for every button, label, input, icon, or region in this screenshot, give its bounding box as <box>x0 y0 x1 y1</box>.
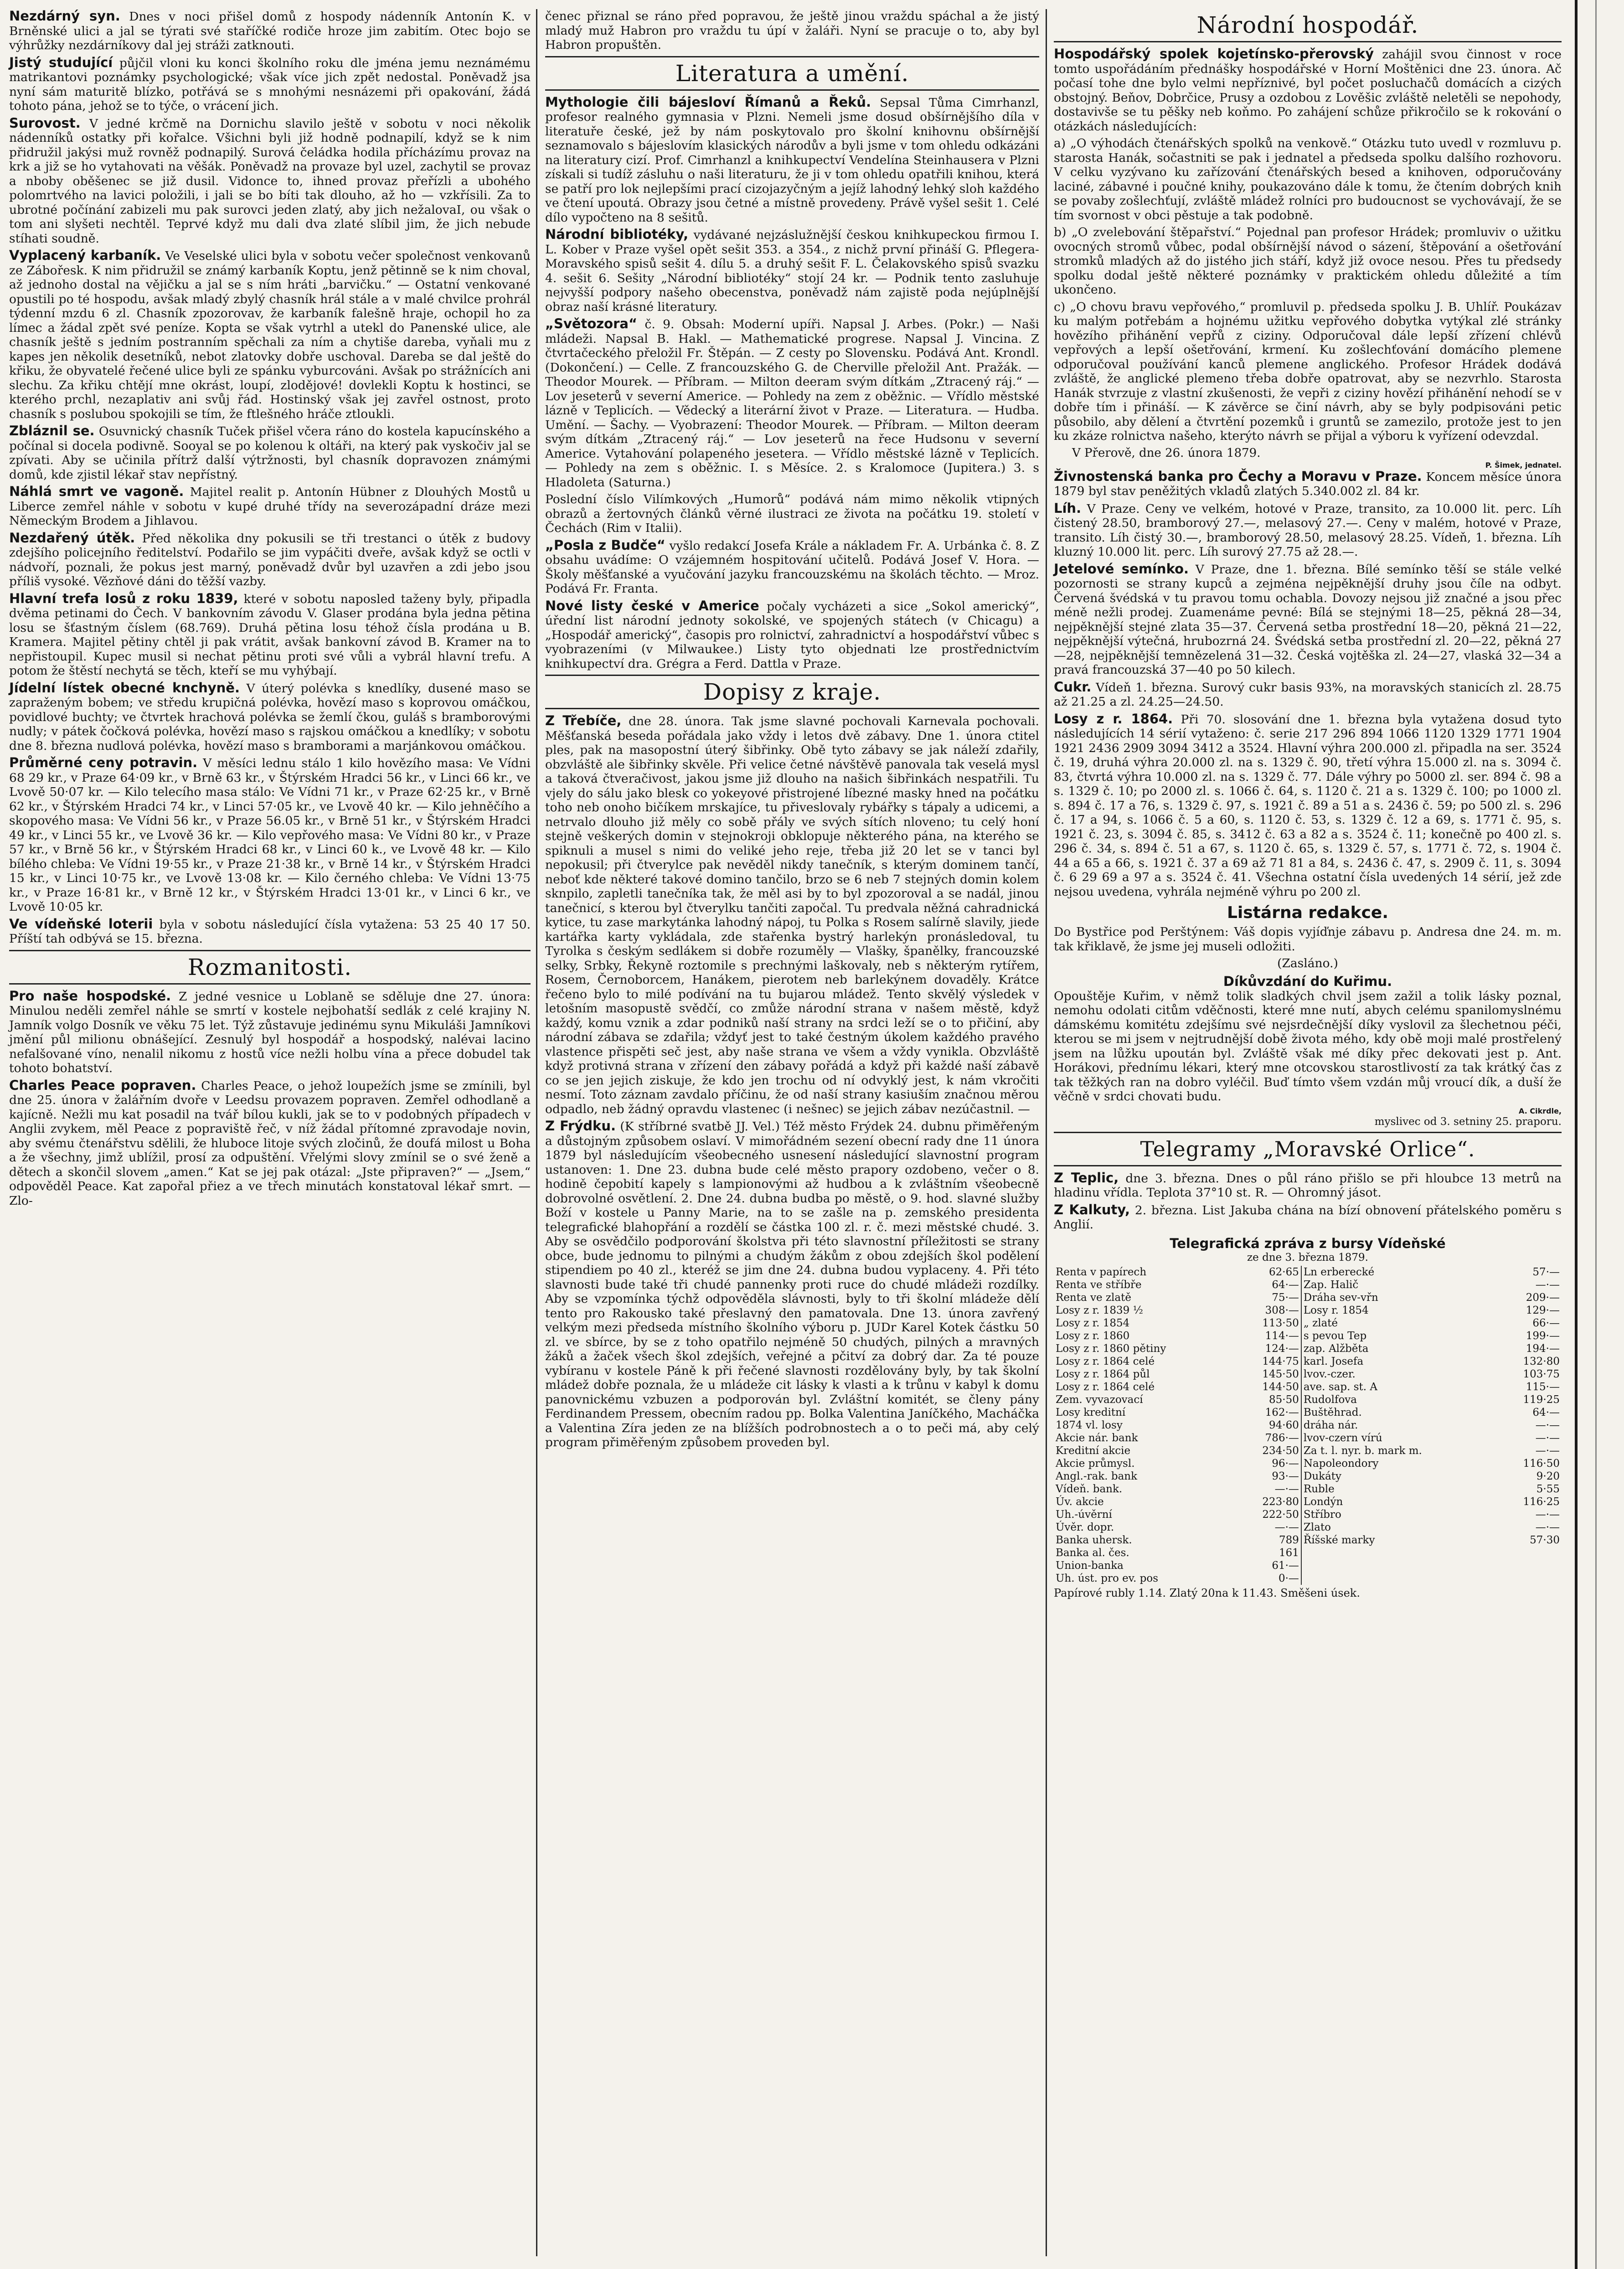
rate-label <box>1301 1572 1497 1585</box>
rate-value: 64·— <box>1532 1406 1560 1418</box>
rate-value: 144·50 <box>1262 1381 1299 1393</box>
article-text: V úterý polévka s knedlíky, dusené maso se zapraženým bobem; ve středu krupičná polévka, hovězí maso s koprovou omáčkou, povidlové buchty; ve čtvrtek hrachová polévka se žemlí čkou, guláš s bramborovými nudly; v pátek čočková polévka, hovězí maso s rajskou omáčkou a knedlíky; v sobotu dne 8. března nudlová polévka, hovězí maso s bramborami a marjánkovou omáčkou. <box>9 681 531 753</box>
article-heading: Surovost. <box>9 115 81 131</box>
rate-label: Dráha sev-vřn <box>1301 1291 1497 1304</box>
article-heading: Nezdařený útěk. <box>9 530 135 546</box>
article-text: c) „O chovu bravu vepřového,“ promluvil p. předseda spolku J. B. Uhlíř. Poukázav ku malým potřebám a hojnému užitku vepřového dobytka vytýkal zlé stránky hovězího přihánění vepřů z ciziny. Odporučoval dále lepší zřízení chlévů vepřových a lepší ošetřování, krmení. Ku zošlechťování domácího plemene odporučoval používání kanců plemene anglického. Profesor Hrádek dodává zvláště, že anglické plemeno třeba dobře opatrovat, aby se nezvrhlo. Starosta Hanák stvrzuje z vlastní zkušenosti, že vepři z ciziny hovězí přihánění nehodí se v dobře tím i přináší. — K závěrce se činí návrh, aby se byly podpisováni petic působilo, aby dělení a čtvrtění pozemků i gruntů se zamezilo, protože jest to jen ku zkáze rolnictva našeho, kterýto návrh se přijal a výboru k vyřízení odevzdal. <box>1054 299 1562 443</box>
zaslano-signature: A. Cikrdle, <box>1519 1106 1562 1115</box>
rate-value: —·— <box>1535 1432 1560 1444</box>
article <box>9 756 531 914</box>
rates-date: ze dne 3. března 1879. <box>1247 1251 1368 1263</box>
article-heading: Ve vídeňské loterii <box>9 916 153 932</box>
article-text: Osuvnický chasník Tuček přišel včera ráno do kostela kapucínského a počínal si docela podivně. Sooyal se po kolenou k oltáři, na který pak vyskočiv jal se zpívati. Aby se učinila přítrž další výtržnosti, byl chasník dopravozen známými domů, kde zjistil lékař stav nepřístný. <box>9 424 531 482</box>
rate-value: 162·— <box>1265 1406 1299 1418</box>
rate-label: Banka uhersk. <box>1056 1534 1132 1546</box>
rate-value: 161 <box>1279 1547 1299 1559</box>
regional-letters <box>545 714 1039 1450</box>
rate-label: s pevou Tep <box>1301 1330 1497 1342</box>
rate-value: 124·— <box>1265 1342 1299 1355</box>
rate-row <box>1054 1368 1562 1381</box>
article <box>9 424 531 482</box>
article-heading: Z Teplic, <box>1054 1170 1119 1186</box>
rate-value: 115·— <box>1526 1381 1560 1393</box>
rate-row <box>1054 1419 1562 1432</box>
rate-label: Ruble <box>1301 1483 1497 1495</box>
rate-value: 66·— <box>1532 1317 1560 1329</box>
section-title-literatura: Literatura a umění. <box>545 56 1039 91</box>
article <box>9 116 531 246</box>
article-text: Dnes v noci přišel domů z hospody nádenník Antonín K. v Brněnské ulici a jal se týrati své staříčké rodiče hroze jim zabitím. Otec bojo se výhrůžky nezdárníkovy dal jej stráži zatknouti. <box>9 10 531 52</box>
rate-label: Uh. úst. pro ev. pos <box>1056 1572 1159 1584</box>
rate-row <box>1054 1495 1562 1508</box>
article-text: vydávané nejzáslužnější českou knihkupeckou firmou I. L. Kober v Praze vyšel opět sešit 353. a 354., z nichž první přináší G. Pflegera-Moravského spisů sešit 4. dílu 5. a druhý sešit F. L. Čelakovského spisů svazku 4. sešit 6. Sešity „Národní bibliotéky“ stojí 24 kr. — Podnik tento zasluhuje nejvyšší podpory našeho obecenstva, poněvadž nám zajistě poda nejúplnější obraz naší krásné literatury. <box>545 228 1039 314</box>
article <box>9 917 531 946</box>
article-text: Majitel realit p. Antonín Hübner z Dlouhých Mostů u Liberce zemřel náhle v sobotu v kupé druhé třídy na severozápadní dráze mezi Německým Brodem a Jihlavou. <box>9 485 531 528</box>
article <box>1054 1171 1562 1200</box>
article-heading: Z Kalkuty, <box>1054 1202 1130 1217</box>
article <box>545 599 1039 671</box>
market-articles <box>1054 469 1562 899</box>
rate-label: Renta ve zlatě <box>1056 1291 1131 1304</box>
literature-articles <box>545 95 1039 671</box>
rate-value: 85·50 <box>1269 1393 1299 1406</box>
article <box>545 492 1039 536</box>
rate-label: Losy z r. 1860 <box>1056 1330 1130 1342</box>
article <box>9 248 531 421</box>
rate-value: 64·— <box>1272 1279 1299 1291</box>
rate-label: Za t. l. nyr. b. mark m. <box>1301 1444 1497 1457</box>
article-text: b) „O zvelebování štěpařství.“ Pojednal pan profesor Hrádek; promluviv o užitku ovocných stromů vůbec, podal obšírnější návod o sázení, štěpování a ošetřování stromků mladých až do jistého jich stáří, když již ovoce nesou. Přes tu předsedy spolku dodal ještě některé poznámky v praktickém ohledu důležité a tím ukončeno. <box>1054 225 1562 297</box>
article-heading: Zbláznil se. <box>9 423 95 438</box>
section-title-hospodar: Národní hospodář. <box>1054 9 1562 42</box>
rate-label: lvov-czern vírú <box>1301 1432 1497 1444</box>
rate-row <box>1054 1279 1562 1291</box>
article <box>1054 501 1562 559</box>
rate-label: Losy z r. 1860 pětiny <box>1056 1342 1166 1355</box>
article-text: V Praze. Ceny ve velkém, hotové v Praze, transito, za 10.000 lit. perc. Líh čistený 28.50, bramborový 27.—, melasový 27.—. Ceny v malém, hotové v Praze, transito. Líh čistý 30.—, bramborový 28.50, melasový 28.25. Vídeň, 1. března. Líh kluzný 10.000 lit. perc. Líh surový 27.75 až 28.—. <box>1054 501 1562 559</box>
article-text: Poslední číslo Vilímkových „Humorů“ podává nám mimo několik vtipných obrazů a žertovných článků věrné ilustraci ze života na počátku 19. století v Čechách (Rim v Italii). <box>545 492 1039 535</box>
article-text: Sepsal Tůma Cimrhanzl, profesor realného gymnasia v Plzni. Nemeli jsme dosud obšírnějšího díla v literatuře české, jež by nám poskytovalo pro školní knihovnu obšírnější seznamovalo s bájeslovím klasických národův a byli jsme v tom ohledu odkázáni na literatury cizí. Prof. Cimrhanzl a knihkupectví Vendelína Steinhausera v Plzni získali si tudíž zásluhu o naši literaturu, že ji v tom ohledu opatřili knihou, která se patří pro lok nejlepšími prací cizojazyčným a jejíž lahodný lehký sloh každého ve čtení upoutá. Obrazy jsou četné a místně provedeny. Právě vyšel sešit 1. Celé dílo vypočteno na 8 sešitů. <box>545 95 1039 225</box>
exchange-rates-table <box>1054 1266 1562 1585</box>
column-3 <box>1050 9 1565 2261</box>
article-text: počaly vycházeti a sice „Sokol americký“, úřední list národní jednoty sokolské, ve spojených státech (v Chicagu) a „Hospodář americký“, časopis pro rolnictví, zahradnictví a hospodářství vůbec s vyobrazeními (v Milwaukee.) Listy tyto objednati lze prostřednictvím knihkupectví dra. Grégra a Ferd. Dattla v Praze. <box>545 599 1039 671</box>
column-2 <box>541 9 1043 2261</box>
rate-value: 116·50 <box>1523 1457 1560 1470</box>
rate-value: 116·25 <box>1523 1495 1560 1508</box>
article-heading: Pro naše hospodské. <box>9 988 171 1004</box>
rate-label: Zem. vyvazovací <box>1056 1393 1143 1406</box>
article <box>1054 225 1562 297</box>
rate-value: 57·— <box>1532 1266 1560 1278</box>
rate-label: Úv. akcie <box>1056 1495 1104 1508</box>
rate-row <box>1054 1457 1562 1470</box>
rate-row <box>1054 1291 1562 1304</box>
rate-value: —·— <box>1274 1483 1299 1495</box>
article-text: a) „O výhodách čtenářských spolků na venkově.“ Otázku tuto uvedl v rozmluvu p. starosta Hanák, sočastniti se pak i jednatel a předseda spolku dalšího rozhovoru. V celku vyzývano ku zařízování čtenářských besed a knihoven, odporučovány laciné, zábavné i poučné knihy, poukazováno dále k tomu, že čtením dobrých knih se povaby zošlechťují, zvláště mládež rolníci pro budoucnost se vychovávají, že se tím svornost v obci pěstuje a tak podobně. <box>1054 136 1562 222</box>
article <box>1054 712 1562 899</box>
rate-label: Renta ve stříbře <box>1056 1279 1142 1291</box>
article <box>9 531 531 589</box>
rate-value: —·— <box>1535 1419 1560 1431</box>
article <box>9 9 531 53</box>
rate-row <box>1054 1381 1562 1393</box>
rate-label: Londýn <box>1301 1495 1497 1508</box>
article-text: vyšlo redakcí Josefa Krále a nákladem Fr. A. Urbánka č. 8. Z obsahu uvádíme: O vzájemném hospitování učitelů. Podává Josef V. Hora. — Školy měšťanské a vyučování jazyku francouzskému na školách těchto. — Mroz. Podává Fr. Franta. <box>545 538 1039 596</box>
article-text: půjčil vloni ku konci školního roku dle jména jemu neznámému matrikantovi poznámky psychologické; však více jich zpět nedostal. Poněvadž jsa nyní sám maturitě blízko, potřává se s mnohými nesnázemi při opakování, žádá tohoto pána, jehož se to týče, o vrácení jich. <box>9 56 531 113</box>
rate-value: 223·80 <box>1262 1495 1299 1508</box>
zaslano-signature-title: myslivec od 3. setniny 25. praporu. <box>1374 1115 1562 1128</box>
article <box>545 317 1039 490</box>
rate-label: ave. sap. st. A <box>1301 1381 1497 1393</box>
rate-value: —·— <box>1274 1521 1299 1533</box>
article <box>9 56 531 113</box>
section-title-dopisy: Dopisy z kraje. <box>545 675 1039 709</box>
rate-value: 222·50 <box>1262 1508 1299 1521</box>
rate-value: 62·65 <box>1269 1266 1299 1278</box>
rate-label: Angl.-rak. bank <box>1056 1470 1138 1482</box>
rate-value: 119·25 <box>1523 1393 1560 1406</box>
zaslano-title: Díkůvzdání do Kuřimu. <box>1223 973 1392 989</box>
rate-row <box>1054 1572 1562 1585</box>
zaslano-text: Opouštěje Kuřim, v němž tolik sladkých chvil jsem zažil a tolik lásky poznal, nemohu odolati citům vděčnosti, které mne nutí, abych celému spanilomyslnému dámskému komitétu zdejšímu své nejsrdečnější díky vyslovil za šlechetnou péči, kterou se mi jsem v nejtrudnější době života mého, kdy obě moji malé prostřelený jsem na lůžku upoután byl. Zvláště však mé díky přec dekovati jest p. Ant. Horákovi, přednímu lékari, který mne otcovskou starostlivostí za tak krátký čas z tak těžkých ran na dobro vyléčil. Buď tímto všem vzdán můj vroucí dík, a duší že věčně v srdci chovati budu. <box>1054 989 1562 1104</box>
misc-articles <box>9 989 531 1208</box>
rate-value: 209·— <box>1526 1291 1560 1304</box>
article-text: Koncem měsíce února 1879 byl stav peněžitých vkladů zlatých 5.340.002 zl. 84 kr. <box>1054 469 1562 498</box>
rate-row <box>1054 1534 1562 1547</box>
rate-value: 75·— <box>1272 1291 1299 1304</box>
rate-value: 94·60 <box>1269 1419 1299 1431</box>
article-heading: Nezdárný syn. <box>9 9 120 24</box>
article-text: V Praze, dne 1. března. Bílé semínko těší se stále velké pozornosti se strany kupců a zejména nejpěknější druhy jsou číle na odbyt. Červená švédská v tu pravou tomu ochabla. Dovozy nejsou již značné a jsou přec méně nežli prodej. Zuamenáme pevné: Bílá se stejnými 18—25, pěkná 28—34, nejpěknější stejné zlata 35—37. Červená setba prostřední 18—20, pěkná 21—22, nejpěknější výtečná, hrubozrná 24. Švédská setba prostřední zl. 20—22, pěkná 27—28, nejpěknější temnězelená 31—32. Česká vojtěška zl. 24—27, vlaská 32—34 a pravá francouzská 37—40 po 50 kilech. <box>1054 562 1562 677</box>
rate-row <box>1054 1483 1562 1495</box>
rate-row <box>1054 1559 1562 1572</box>
rate-row <box>1054 1521 1562 1534</box>
article <box>545 538 1039 596</box>
article-text: V měsíci lednu stálo 1 kilo hovězího masa: Ve Vídni 68 29 kr., v Praze 64·09 kr., v Brně 63 kr., v Štýrském Hradci 56 kr., v Linci 66 kr., ve Lvově 50·07 kr. — Kilo telecího masa stálo: Ve Vídni 71 kr., v Praze 62·25 kr., v Brně 62 kr., v Štýrském Hradci 74 kr., v Linci 57·05 kr., ve Lvově 40 kr. — Kilo jehněčího a skopového masa: Ve Vídni 56 kr., v Praze 56.05 kr., v Brně 51 kr., v Štýrském Hradci 49 kr., v Linci 55 kr., ve Lvově 36 kr. — Kilo vepřového masa: Ve Vídni 80 kr., v Praze 57 kr., v Brně 56 kr., v Štýrském Hradci 68 kr., v Linci 60 k., ve Lvově 48 kr. — Kilo bílého chleba: Ve Vídni 19·55 kr., v Praze 21·38 kr., v Brně 14 kr., v Štýrském Hradci 15 kr., v Linci 10·75 kr., ve Lvově 13·08 kr. — Kilo černého chleba: Ve Vídni 13·75 kr., v Praze 16·81 kr., v Brně 12 kr., v Štýrském Hradci 13·01 kr., v Linci 6 kr., ve Lvově 10·05 kr. <box>9 756 531 914</box>
article-heading: Jistý studující <box>9 54 113 70</box>
rate-label: Losy r. 1854 <box>1301 1304 1497 1317</box>
dateline: V Přerově, dne 26. února 1879. <box>1072 446 1261 460</box>
rate-value: —·— <box>1535 1521 1560 1533</box>
rate-label: Vídeň. bank. <box>1056 1483 1123 1495</box>
rate-value: 61·— <box>1272 1559 1299 1572</box>
article-text: Ve Veselské ulici byla v sobotu večer společnost venkovanů ze Zábořesk. K nim přidružil se známý karbaník Koptu, jenž pětinně se k nim choval, až jednoho dostal na vějičku a jal se s ním hráti „barvičku.“ — Ostatní venkované opustili po té hospodu, avšak mladý zbylý chasník hrál stále a v malé chvilce prohrál týdenní mzdu 6 zl. Chasník zpozorovav, že karbaník falešně hraje, ochopil ho za límec a žádal zpět své peníze. Kopta se však vytrhl a utekl do Panenské ulice, ale chasník ještě s jedním postranním spěchali za ním a chytiše dareba, vyňali mu z kapes jen několik desetníků, nebot zlatovky dobře uschoval. Dareba se dal ještě do křiku, že obyvatelé řečené ulice byli ze spánku vyburcováni. Avšak po strážnících ani slechu. Za křiku chtějí mne okrást, loupí, zlodějové! dovlekli Koptu k hostinci, se kterého prchl, nezaplativ ani svůj řád. Hostinský však jej zavřel ostnost, proto chasník s poslubou spokojili se tím, že ftlešného hráče ztloukli. <box>9 249 531 421</box>
rate-value: 114·— <box>1265 1330 1299 1342</box>
news-articles <box>9 9 531 946</box>
article-text: 2. března. List Jakuba chána na bízí obnovení přátelského poměru s Anglií. <box>1054 1203 1562 1232</box>
rate-label: Akcie průmysl. <box>1056 1457 1135 1470</box>
article-heading: Jetelové semínko. <box>1054 561 1189 577</box>
article-text: Při 70. slosování dne 1. března byla vytažena dosud tyto následujících 14 sérií vytaženo: č. serie 217 296 894 1066 1120 1329 1771 1904 1921 2436 2909 3094 3412 a 3524. Hlavní výhra 200.000 zl. připadla na ser. 3524 č. 19, druhá výhra 20.000 zl. na s. 1329 č. 90, třetí výhra 15.000 zl. na s. 3094 č. 83, čtvrtá výhra 10.000 zl. na s. 1329 č. 77. Dále výhry po 5000 zl. ser. 894 č. 98 a s. 1329 č. 10; po 2000 zl. s. 1066 č. 64, s. 1120 č. 21 a s. 1329 č. 100; po 1000 zl. s. 894 č. 17 a 76, s. 1329 č. 97, s. 1921 č. 89 a 51 a s. 2436 č. 59; po 500 zl. s. 296 č. 17 a 94, s. 1066 č. 5 a 60, s. 1120 č. 53, s. 1329 č. 12 a 69, s. 1771 č. 95, s. 1921 č. 23, s. 3094 č. 85, s. 3412 č. 63 a 82 a s. 3524 č. 11; konečně po 400 zl. s. 296 č. 34, s. 894 č. 51 a 67, s. 1120 č. 65, s. 1329 č. 57, s. 1771 č. 72, s. 1904 č. 44 a 65 a 66, s. 1921 č. 37 a 69 až 71 81 a 84, s. 2436 č. 47, s. 2909 č. 11, s. 3094 č. 6 29 69 a 97 a s. 3524 č. 41. Všechna ostatní čísla uvedených 14 sérií, jež zde nejsou uvedena, vyhrála nejméně výhru po 200 zl. <box>1054 712 1562 899</box>
page-edge <box>1575 0 1578 2269</box>
rate-row <box>1054 1355 1562 1368</box>
article <box>1054 136 1562 222</box>
rate-label: Kreditní akcie <box>1056 1444 1131 1457</box>
rate-row <box>1054 1406 1562 1419</box>
rate-label: Zlato <box>1301 1521 1497 1534</box>
rate-row <box>1054 1342 1562 1355</box>
article-heading: Náhlá smrt ve vagoně. <box>9 484 184 499</box>
rate-label: Renta v papírech <box>1056 1266 1147 1278</box>
rate-label: zap. Alžběta <box>1301 1342 1497 1355</box>
article-heading: „Světozora“ <box>545 316 638 331</box>
rate-label: Losy z r. 1854 <box>1056 1317 1130 1329</box>
rate-value: 9·20 <box>1536 1470 1560 1482</box>
article-heading: Nové listy české v Americe <box>545 598 759 614</box>
rate-row <box>1054 1470 1562 1483</box>
rate-value: —·— <box>1535 1508 1560 1521</box>
article-heading: Cukr. <box>1054 679 1092 695</box>
economy-articles <box>1054 47 1562 443</box>
rate-label: Dukáty <box>1301 1470 1497 1483</box>
article-heading: Líh. <box>1054 500 1082 516</box>
rate-label: Napoleondory <box>1301 1457 1497 1470</box>
article <box>1054 1203 1562 1232</box>
rate-label <box>1301 1559 1497 1572</box>
rate-label: Akcie nár. bank <box>1056 1432 1138 1444</box>
article-text: Před několika dny pokusili se tři trestanci o útěk z budovy zdejšího policejního ředitelství. Podařilo se jim vypáčiti dveře, avšak když se octli v nádvoří, poznali, že pokus jest marný, poněvadž dvůr byl uzavřen a zdi jebo jsou příliš vysoké. Vězňové dáni do těžší vazby. <box>9 531 531 588</box>
article-heading: Hlavní trefa losů z roku 1839, <box>9 590 238 606</box>
rate-value: 113·50 <box>1262 1317 1299 1329</box>
rate-value: 199·— <box>1526 1330 1560 1342</box>
rate-row <box>1054 1393 1562 1406</box>
rate-value <box>1497 1547 1562 1559</box>
article-text: Z jedné vesnice u Loblaně se sděluje dne 27. února: Minulou neděli zemřel náhle se smrtí v kostele nejbohatší sedlák z celé krajiny N. Jamník volgo Dosník ve věku 75 let. Týž zůstavuje jedinému synu Mikuláši Jamníkovi jmění půl milionu obnášející. Zesnulý byl hospodář a hospodský, nalévai lacino nefalšované víno, nenalil nikomu z hostů více nežli holbu vína a přece dobudel tak tohoto bohatství. <box>9 989 531 1075</box>
article-text: zahájil svou činnost v roce tomto uspořádáním přednášky hospodářské v Horní Moštěnici dne 23. února. Ač počasí tohe dne bylo velmi nepříznivé, byl počet posluchačů domácích a cizých obstojný. Beňov, Dobrčice, Prusy a ozdobou z Lověšic zvláště neletěli se nepohody, dostavivše se tu pěšky neb koňmo. Po zahájení schůze přikročilo se k rokování o otázkách následujících: <box>1054 47 1562 134</box>
rate-value <box>1497 1572 1562 1585</box>
article-heading: Charles Peace popraven. <box>9 1077 196 1093</box>
article-heading: „Posla z Budče“ <box>545 537 665 553</box>
rate-value: 308·— <box>1265 1304 1299 1316</box>
rate-row <box>1054 1330 1562 1342</box>
rate-label: Losy z r. 1864 celé <box>1056 1355 1155 1367</box>
rate-label: lvov.-czer. <box>1301 1368 1497 1381</box>
rate-label: Zap. Halič <box>1301 1279 1497 1291</box>
article <box>545 714 1039 1116</box>
article <box>1054 300 1562 443</box>
rate-label: Buštěhrad. <box>1301 1406 1497 1419</box>
article <box>545 95 1039 225</box>
rate-label: Losy z r. 1864 půl <box>1056 1368 1150 1380</box>
rate-row <box>1054 1444 1562 1457</box>
rate-label: Losy z r. 1839 ½ <box>1056 1304 1143 1316</box>
article <box>9 592 531 678</box>
article-text: Vídeň 1. března. Surový cukr basis 93%, na moravských stanicích zl. 28.75 až 21.25 a zl. 24.25—24.50. <box>1054 680 1562 709</box>
continued-text: čenec přiznal se ráno před popravou, že ještě jinou vraždu spáchal a že jistý mladý muž Habron pro vraždu tu úpí v žaláři. Nyní se pracuje o to, aby byl Habron propuštěn. <box>545 9 1039 52</box>
rate-value: 96·— <box>1272 1457 1299 1470</box>
column-rule <box>536 9 537 2256</box>
rate-value <box>1497 1559 1562 1572</box>
rate-value: 234·50 <box>1262 1444 1299 1457</box>
section-title-rozmanitosti: Rozmanitosti. <box>9 950 531 985</box>
article-text: (K stříbrné svatbě JJ. Vel.) Též město Frýdek 24. dubnu přiměřeným a důstojným způsobem oslaví. V mimořádném sezení obecní rady dne 11 února 1879 byl následujícím všeobecného usnesení následující slavnostní program ustanoven: 1. Dne 23. dubna bude celé město prapory ozdobeno, večer o 8. hodině čepobití kapely s lampionovými až hudbou a k zvláštním všeobecně dobrovolné osvětlení. 2. Dne 24. dubna budba po městě, o 9. hod. slavné služby Boží v kostele u Panny Marie, na to se zašle na p. zemského presidenta telegrafické blahopřání a rozdělí se částka 100 zl. r. č. mezi městské chudé. 3. Aby se osvědčilo podporování školstva při této slavnostní příležitosti se strany obce, bude jednomu to pilnými a chudým žákům z obou zdejších škol podělení stipendiem po 40 zl., kteréž se jim dne 24. dubna budou vyplaceny. 4. Při této slavnosti bude také tři chudé pannenky proti ruce do chudé mládeži rozdílky. Aby se vzpomínka týchž odpověděla slávnosti, byly to tři školní mládeže dělí tento pro Rakousko také přeslavný den pamatovala. Dne 13. února zavřený velkým mezi předseda místního školního výboru p. JUDr Karel Kotek částku 50 zl. ve sbírce, by se z toho opatřilo nejméně 50 chudých, pilných a mravných žáků a žaček všech škol zdejších, veřejné a pčitví za dobrý dar. Za té pouze vybíranu v kostele Páně k při řečené slavnosti rozdělovány byly, by tak školní mládež dobře poznala, že u mládeže cit lásky k vlasti a k trůnu v kabyl k domu panovnickému vzbuzen a podporován byl. Zvláštní komitét, se členy pány Ferdinandem Pressem, obecním radou pp. Bolka Valentina Janíčkého, Macháčka a Valentina Zíra jeden ze na blížších podrobnostech a o to peči má, aby celý program přiměřeným způsobem proveden byl. <box>545 1119 1039 1449</box>
article-heading: Průměrné ceny potravin. <box>9 755 198 770</box>
article-heading: Z Třebíče, <box>545 713 622 728</box>
rate-value: 0·— <box>1278 1572 1299 1584</box>
rates-title: Telegrafická zpráva z bursy Vídeňské <box>1170 1235 1446 1251</box>
rate-label: dráha nár. <box>1301 1419 1497 1432</box>
article-text: V jedné krčmě na Dornichu slavilo ještě v sobotu v noci několik nádenníků ostatky při kořalce. Všichni byli již hodně podnapilí, když se k nim přidružil jakýsi muž rovněž podnapilý. Surová čeládka hodila přícházímu provaz na krk a již se ho vytahovati na věšák. Poněvadž na provaze byl uzel, zachytil se provaz a nboby oběšenec se již dusil. Vidonce to, ihned provaz přeřízli a ubohého polomrtvého na lavici položili, i jali se bo bíti tak dlouho, až ho — vzkřísili. Za to ubrotné počínání zabizeli mu pak surovci jeden zlatý, aby jich nežalovaI, ou však o tom ani slyšeti nechtěl. Teprvé když mu dali dva zlaté slíbil jim, že jich nebude stíhati soudně. <box>9 116 531 246</box>
article-heading: Vyplacený karbaník. <box>9 248 161 263</box>
rate-row <box>1054 1266 1562 1279</box>
article <box>1054 47 1562 134</box>
rate-label <box>1301 1547 1497 1559</box>
rate-row <box>1054 1317 1562 1330</box>
signature: P. Šimek, jednatel. <box>1485 460 1562 469</box>
rate-label: Losy kreditní <box>1056 1406 1126 1418</box>
article-text: které v sobotu naposled taženy byly, připadla dvěma petinami do Čech. V bankovním závodu V. Glaser prodána byla jedna pětina losu se šťastným číslem (68.769). Druhá pětina losu téhož čísla prodána u B. Kramera. Majitel pětiny chtěl ji pak vrátit, avšak bankovní závod B. Kramer na to nepřistoupil. Kupec musil si nechat pětinu proti své vůli a vybrál hlavní trefu. A potom že štěstí nechytá se těch, kteří se mu vyhýbají. <box>9 592 531 678</box>
article-heading: Z Frýdku. <box>545 1118 616 1134</box>
rate-label: Říšské marky <box>1301 1534 1497 1547</box>
article-text: dne 28. února. Tak jsme slavné pochovali Karnevala pochovali. Měšťanská beseda pořádala jako vždy i letos dvě zábavy. Dne 1. února ctitel ples, pak na masopostní úterý šibřinky. Obě tyto zábavy se jak náleží zdařily, obzvláště ale šibřinky skvěle. Při velice četné návštěvě panovala tak veselá mysl a taková čtveračivost, jakou jsme již dlouho na našich šibřinkách nespatřili. Tu vjely do sálu jako blesk co yokeyové přistrojené líbezné masky hned na počátku toho neb onoho bičíkem mrskajíce, tu přiveslovaly rybářky s tápaly a udicemi, a netrvalo dlouho již měly co sobě přály ve svých sítích nloveno; tu celý honí stejně veškerých domin v stejnokroji obklopuje některého pána, na kterého se spiknuli a musel s nimi do veliké jeho reje, třeba již 20 let se v tanci byl nepokusil; při čtverylce pak nevěděl nikdy tanečník, s kterým dominem tančí, neboť kde některé takové domino tančilo, brzo se 6 neb 7 stejných domin kolem sknpilo, zapletli tanečníka tak, že měl asi by to byl zpozoroval a se nadál, jinou tanečnicí, s kterou byl čtverylku tančiti započal. Tu predvala něžná cahradnická kytice, tu zase markytánka lahodný nápoj, tu Polka s Rosem salírně slavily, jiede kartářka karty vykládala, zde stařenka bystrý harlekýn pronásledoval, tu Tyrolka s českým sedlákem si dobře rozuměly — Vlašky, španělky, francouzské selky, Srbky, Řekyně roztomile s prechnými laškovaly, neb s některým rytířem, Rosem, Černoborcem, Hanákem, pierotem neb barlekýnem dovaděly. Krátce řečeno bylo to milé podívání na tu bujarou mládež. Tento skvělý výsledek v letošním masopustě svědčí, co zmůže národní strana v našem městě, když každý, komu vznik a zdar podniků naší strany na srdci leží se o to přičiní, aby národní zábava se zdařila; vždyť jest to také čestným úkolem každého pravého vlastence přispěti seč jest, aby naše strana ve všem a vždy vynikla. Obzvláště když protivná strana v zřízení den zábavy pořádá a když při každé naší zábavě co se jen jejich ziskuje, že kdo jen trochu od ní odvyklý jest, k nám vkročiti nesmí. Toto záznam zavdalo příčinu, že od naší strany kasiuším značnou měrou odpadlo, neb žádný opravdu vlastenec (i nešnec) se jejich zábav nezúčastnil. — <box>545 714 1039 1116</box>
rate-label: Losy z r. 1864 celé <box>1056 1381 1155 1393</box>
rate-row <box>1054 1304 1562 1317</box>
article <box>9 485 531 528</box>
rate-value: 786·— <box>1265 1432 1299 1444</box>
page-edge <box>1595 0 1597 2269</box>
rate-row <box>1054 1432 1562 1444</box>
article-text: č. 9. Obsah: Moderní upíři. Napsal J. Arbes. (Pokr.) — Naši mládeži. Napsal B. Hakl. — Mathematické progrese. Napsal J. Vincina. Z čtvrtačeckého přeložil Fr. Štěpán. — Z cesty po Slovensku. Podává Ant. Krondl. (Dokončení.) — Celle. Z francouzského G. de Cherville přeložil Ant. Pražák. — Theodor Mourek. — Příbram. — Milton deeram svým dítkám „Ztracený ráj.“ — Lov jeseterů v severní Americe. — Pohledy na zem z oběžnic. — Vřídlo městské lázně v Teplicích. — Vědecký a literární život v Praze. — Literatura. — Hudba. Umění. — Šachy. — Vyobrazení: Theodor Mourek. — Příbram. — Milton deeram svým dítkám „Ztracený ráj.“ — Lov jeseterů na řece Hudsonu v severní Americe. Vytahování polapeného jesetera. — Vřídlo městské lázně v Teplicích. — Pohledy na zem s oběžnic. I. s Měsíce. 2. s Kralomoce (Jupitera.) 3. s Hladoleta (Saturna.) <box>545 317 1039 490</box>
rate-value: 57·30 <box>1530 1534 1560 1546</box>
rate-label: Rudolfova <box>1301 1393 1497 1406</box>
rate-label: Úvěr. dopr. <box>1056 1521 1114 1533</box>
article <box>1054 680 1562 709</box>
article-heading: Národní bibliotéky, <box>545 227 689 242</box>
rate-value: 129·— <box>1526 1304 1560 1316</box>
section-title-telegramy: Telegramy „Moravské Orlice“. <box>1054 1132 1562 1166</box>
rate-value: 132·80 <box>1523 1355 1560 1367</box>
rate-row <box>1054 1508 1562 1521</box>
rate-value: 194·— <box>1526 1342 1560 1355</box>
article <box>545 227 1039 314</box>
article <box>1054 469 1562 499</box>
article-text: dne 3. března. Dnes o půl ráno přišlo se při hloubce 13 metrů na hladinu vřídla. Teplota 37°10 st. R. — Ohromný jásot. <box>1054 1171 1562 1200</box>
rate-label: „ zlaté <box>1301 1317 1497 1330</box>
rate-value: —·— <box>1535 1444 1560 1457</box>
rate-row <box>1054 1547 1562 1559</box>
rate-value: —·— <box>1535 1279 1560 1291</box>
article-text: Charles Peace, o jehož loupežích jsme se zmínili, byl dne 25. února v žalářním dvoře v Leedsu provazem popraven. Zemřel odhodlaně a kajícně. Nežli mu kat posadil na tvář bílou kukli, jak se to v podobných případech v Anglii zvykem, měl Peace z popraviště řeč, v níž žádal přítomné zpravodaje novin, aby svému čtenářstvu sdělili, že hluboce litoje svých zločinů, že doufá milost u Boha a že všechny, jimž ublížil, prosí za odpuštění. Vřelými slovy zmínil se o své ženě a dětech a skončil slovem „amen.“ Kat se jej pak otázal: „Jste připraven?“ — „Jsem,“ odpověděl Peace. Kat zapořal přiez a ve třech minutách konstatoval lékař smrt. — Zlo- <box>9 1078 531 1208</box>
rate-label: 1874 vl. losy <box>1056 1419 1123 1431</box>
article <box>9 1078 531 1208</box>
rates-footer: Papírové rubly 1.14. Zlatý 20na k 11.43. Směšeni úsek. <box>1054 1586 1360 1599</box>
rate-label: Uh.-úvěrní <box>1056 1508 1112 1521</box>
rate-label: Banka al. čes. <box>1056 1547 1129 1559</box>
rate-value: 5·55 <box>1536 1483 1560 1495</box>
article-heading: Mythologie čili bájesloví Římanů a Řeků. <box>545 94 871 110</box>
rate-label: Ln erberecké <box>1301 1266 1497 1279</box>
article-heading: Jídelní lístek obecné knchyně. <box>9 680 240 696</box>
article <box>9 989 531 1076</box>
rate-value: 93·— <box>1272 1470 1299 1482</box>
column-1 <box>5 9 534 2261</box>
rate-label: Stříbro <box>1301 1508 1497 1521</box>
rate-label: Union-banka <box>1056 1559 1124 1572</box>
article-text: byla v sobotu následující čísla vytažena: 53 25 40 17 50. Příští tah odbývá se 15. března. <box>9 917 531 946</box>
rate-label: karl. Josefa <box>1301 1355 1497 1368</box>
article-heading: Živnostenská banka pro Čechy a Moravu v Praze. <box>1054 468 1422 484</box>
column-rule <box>1046 9 1047 2256</box>
telegrams <box>1054 1171 1562 1232</box>
listarna-text: Do Bystřice pod Perštýnem: Váš dopis vyjíďnje zábavu p. Andresa dne 24. m. m. tak křiklavě, že jsme jej museli odložiti. <box>1054 925 1562 954</box>
rate-value: 145·50 <box>1262 1368 1299 1380</box>
article <box>9 681 531 753</box>
article-heading: Hospodářský spolek kojetínsko-přerovský <box>1054 46 1374 62</box>
zaslano-label: (Zasláno.) <box>1277 956 1338 970</box>
rate-value: 144·75 <box>1262 1355 1299 1367</box>
article-heading: Losy z r. 1864. <box>1054 711 1173 727</box>
rate-value: 789 <box>1279 1534 1299 1546</box>
article <box>1054 562 1562 677</box>
article <box>545 1119 1039 1450</box>
rate-value: 103·75 <box>1523 1368 1560 1380</box>
section-title-listarna: Listárna redakce. <box>1227 903 1389 922</box>
